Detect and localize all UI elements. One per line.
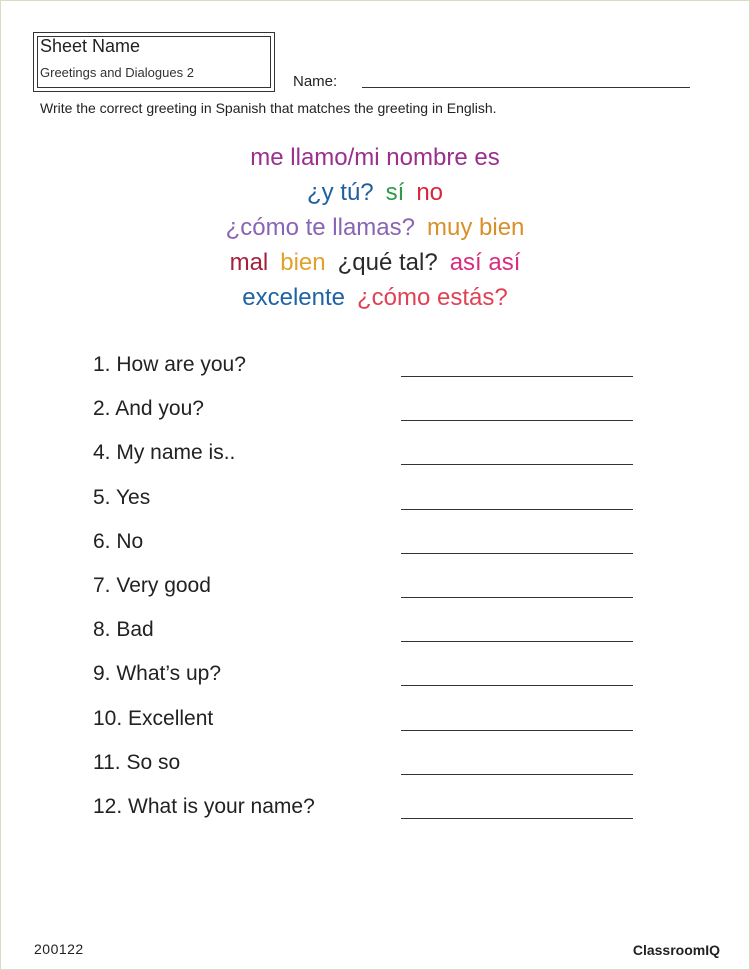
question-row xyxy=(93,350,653,394)
word-bank-word: ¿y tú? xyxy=(306,179,374,206)
sheet-name-box xyxy=(33,32,275,92)
question-row xyxy=(93,571,653,615)
question-row xyxy=(93,748,653,792)
word-bank-line xyxy=(0,140,750,175)
name-label: Name: xyxy=(293,73,338,90)
question-text: 1. How are you? xyxy=(93,353,246,376)
answer-blank-line[interactable] xyxy=(401,685,633,686)
word-bank-word: muy bien xyxy=(427,214,525,241)
question-text: 4. My name is.. xyxy=(93,441,236,465)
word-bank-word: ¿cómo estás? xyxy=(357,284,508,311)
answer-blank-line[interactable] xyxy=(401,730,633,731)
answer-blank-line[interactable] xyxy=(401,420,633,421)
answer-blank-line[interactable] xyxy=(401,509,633,510)
word-bank xyxy=(0,140,750,315)
question-text: 10. Excellent xyxy=(93,706,214,730)
question-text: 2. And you? xyxy=(93,397,204,421)
question-row xyxy=(93,527,653,571)
word-bank-word: ¿qué tal? xyxy=(337,249,438,276)
word-bank-word: mal xyxy=(229,249,269,276)
answer-blank-line[interactable] xyxy=(401,641,633,642)
word-bank-line xyxy=(0,210,750,245)
word-bank-word: me llamo/mi nombre es xyxy=(250,144,500,171)
question-row xyxy=(93,483,653,527)
answer-blank-line[interactable] xyxy=(401,553,633,554)
answer-blank-line[interactable] xyxy=(401,597,633,598)
word-bank-word: excelente xyxy=(242,284,345,311)
question-text: 8. Bad xyxy=(93,618,154,642)
answer-blank-line[interactable] xyxy=(401,376,633,377)
question-row xyxy=(93,659,653,703)
question-text: 9. What’s up? xyxy=(93,662,222,686)
question-row xyxy=(93,792,653,836)
footer-code: 200122 xyxy=(34,941,84,957)
question-row xyxy=(93,394,653,438)
sheet-subtitle: Greetings and Dialogues 2 xyxy=(40,65,194,80)
question-row xyxy=(93,704,653,748)
question-text: 7. Very good xyxy=(93,573,211,597)
answer-blank-line[interactable] xyxy=(401,774,633,775)
footer-brand: ClassroomIQ xyxy=(632,942,720,958)
word-bank-word: así así xyxy=(449,249,521,276)
word-bank-word: ¿cómo te llamas? xyxy=(225,214,415,241)
name-field-line[interactable] xyxy=(362,87,690,88)
word-bank-line xyxy=(0,280,750,315)
question-text: 12. What is your name? xyxy=(93,794,315,818)
word-bank-word: bien xyxy=(280,249,326,276)
answer-blank-line[interactable] xyxy=(401,818,633,819)
word-bank-word: sí xyxy=(385,179,405,206)
word-bank-line xyxy=(0,175,750,210)
word-bank-line xyxy=(0,245,750,280)
answer-blank-line[interactable] xyxy=(401,464,633,465)
word-bank-word: no xyxy=(416,179,444,206)
question-text: 5. Yes xyxy=(93,485,151,509)
question-text: 6. No xyxy=(93,529,144,553)
question-row xyxy=(93,438,653,482)
question-list xyxy=(93,350,653,836)
sheet-title: Sheet Name xyxy=(40,36,141,56)
instructions: Write the correct greeting in Spanish that matches the greeting in English. xyxy=(40,100,497,116)
question-text: 11. So so xyxy=(93,750,181,774)
question-row xyxy=(93,615,653,659)
